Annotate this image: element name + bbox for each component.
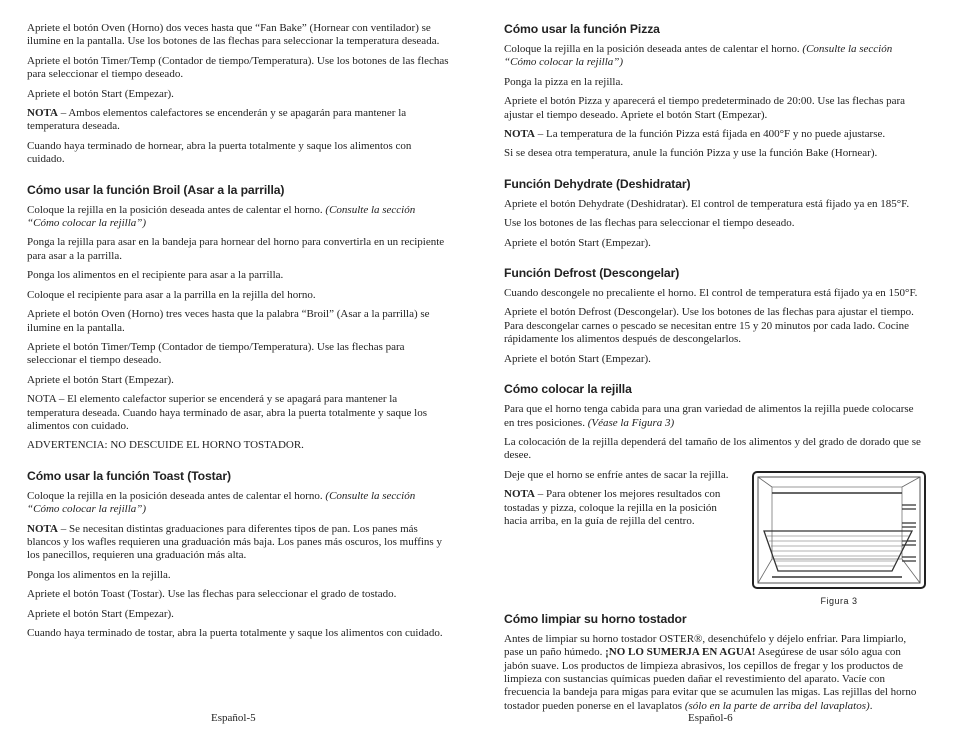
paragraph: Apriete el botón Oven (Horno) dos veces hasta que “Fan Bake” (Hornear con ventilador) se ilumine en la pantalla. Use los botones de las flechas para seleccionar la temperatura deseada. (27, 22, 440, 48)
paragraph: Apriete el botón Oven (Horno) tres veces hasta que la palabra “Broil” (Asar a la parrilla) se ilumine en la pantalla. (27, 308, 430, 334)
right-column (504, 22, 926, 719)
paragraph: Apriete el botón Start (Empezar). (504, 352, 651, 365)
paragraph (27, 204, 450, 231)
text: Coloque la rejilla en la posición deseada antes de calentar el horno. (27, 489, 326, 502)
paragraph: Apriete el botón Start (Empezar). (27, 87, 174, 100)
paragraph: Apriete el botón Dehydrate (Deshidratar). El control de temperatura está fijado ya en 185°F. (504, 197, 910, 210)
text: Coloque la rejilla en la posición deseada antes de calentar el horno. (27, 203, 326, 216)
paragraph (504, 403, 926, 430)
paragraph: Ponga los alimentos en la rejilla. (27, 568, 171, 581)
paragraph: Cuando haya terminado de hornear, abra la puerta totalmente y saque los alimentos con cuidado. (27, 139, 412, 166)
paragraph: Apriete el botón Defrost (Descongelar). Use los botones de las flechas para ajustar el tiempo. Para descongelar carnes o pescado se necesitan entre 15 y 20 minutos por cada lado. Cocine rápidamente los alimentos después de descongelarlos. (504, 306, 914, 346)
note-label: NOTA (27, 107, 58, 120)
paragraph (27, 490, 450, 517)
note-text: – Para obtener los mejores resultados con tostadas y pizza, coloque la rejilla en la posición hacia arriba, en la guía de rejilla del centro. (504, 488, 721, 527)
paragraph: La colocación de la rejilla dependerá del tamaño de los alimentos y del grado de dorado que se desee. (504, 435, 921, 462)
paragraph: Apriete el botón Timer/Temp (Contador de tiempo/Temperatura). Use los botones de las flechas para seleccionar el tiempo deseado. (27, 54, 449, 81)
text: Antes de limpiar su horno tostador OSTER®, desenchúfelo y déjelo enfriar. Para limpiarlo, pase un paño húmedo. (504, 632, 907, 659)
note-text: – La temperatura de la función Pizza está fijada en 400°F y no puede ajustarse. (534, 128, 886, 141)
paragraph: Cuando haya terminado de tostar, abra la puerta totalmente y saque los alimentos con cuidado. (27, 627, 443, 639)
paragraph: Use los botones de las flechas para seleccionar el tiempo deseado. (504, 217, 795, 230)
paragraph: Apriete el botón Toast (Tostar). Use las flechas para seleccionar el grado de tostado. (27, 588, 397, 601)
page-number-left: Español-5 (211, 712, 256, 724)
left-column (27, 22, 450, 646)
paragraph: Ponga la rejilla para asar en la bandeja para hornear del horno para convertirla en un recipiente para asar a la parrilla. (27, 236, 445, 262)
note-paragraph (27, 107, 450, 134)
figure-3 (752, 471, 926, 606)
reference-text: (Consulte la sección “Cómo colocar la rejilla”) (504, 43, 893, 69)
paragraph: Si se desea otra temperatura, anule la función Pizza y use la función Bake (Hornear). (504, 147, 878, 160)
paragraph: Ponga la pizza en la rejilla. (504, 75, 624, 88)
section-heading-defrost: Función Defrost (Descongelar) (504, 266, 680, 281)
note-label: NOTA (504, 128, 535, 141)
paragraph: Apriete el botón Start (Empezar). (504, 236, 651, 249)
figure-caption: Figura 3 (820, 595, 858, 606)
section-heading-rack: Cómo colocar la rejilla (504, 382, 632, 397)
note-text: – Se necesitan distintas graduaciones para diferentes tipos de pan. Los panes más blancos y los wafles requieren una graduación más baja. Los panes más oscuros, los muffins y los panecillos, requieren una graduación más alta. (27, 522, 442, 562)
text: . (869, 699, 873, 712)
section-heading-dehydrate: Función Dehydrate (Deshidratar) (504, 176, 691, 191)
reference-text: (Consulte la sección “Cómo colocar la rejilla”) (27, 489, 416, 516)
note-paragraph (27, 523, 450, 563)
paragraph: Apriete el botón Start (Empezar). (27, 373, 174, 386)
reference-text: (sólo en la parte de arriba del lavaplatos) (684, 699, 870, 712)
paragraph: Coloque el recipiente para asar a la parrilla en la rejilla del horno. (27, 288, 316, 301)
paragraph (504, 43, 926, 70)
paragraph: Apriete el botón Start (Empezar). (27, 607, 174, 620)
paragraph: Cuando descongele no precaliente el horno. El control de temperatura está fijado ya en 150°F. (504, 287, 918, 300)
rack-figure-section (504, 469, 926, 606)
rack-figure-text (504, 469, 732, 535)
reference-text: (Consulte la sección “Cómo colocar la rejilla”) (27, 203, 416, 230)
section-heading-toast: Cómo usar la función Toast (Tostar) (27, 468, 231, 483)
paragraph (504, 633, 926, 713)
note-paragraph (504, 128, 926, 141)
section-heading-pizza: Cómo usar la función Pizza (504, 22, 660, 36)
note-text: – Ambos elementos calefactores se encenderán y se apagarán para mantener la temperatura deseada. (27, 107, 407, 133)
reference-text: (Véase la Figura 3) (587, 416, 675, 429)
paragraph: Ponga los alimentos en el recipiente para asar a la parrilla. (27, 269, 284, 282)
paragraph: Apriete el botón Pizza y aparecerá el tiempo predeterminado de 20:00. Use las flechas para ajustar el tiempo deseado. Apriete el botón Start (Empezar). (504, 95, 906, 121)
section-heading-broil: Cómo usar la función Broil (Asar a la parrilla) (27, 182, 285, 197)
warning-text: ADVERTENCIA: NO DESCUIDE EL HORNO TOSTADOR. (27, 439, 304, 452)
page-number-right: Español-6 (688, 712, 733, 724)
note-paragraph (504, 488, 732, 528)
section-heading-clean: Cómo limpiar su horno tostador (504, 611, 687, 626)
note-label: NOTA (27, 522, 58, 535)
text: Coloque la rejilla en la posición deseada antes de calentar el horno. (504, 43, 803, 55)
paragraph: Deje que el horno se enfríe antes de sacar la rejilla. (504, 468, 729, 481)
paragraph: NOTA – El elemento calefactor superior se encenderá y se apagará para mantener la temperatura deseada. Cuando haya terminado de asar, abra la puerta totalmente y saque los alimentos con cuidado. (27, 393, 427, 432)
note-label: NOTA (504, 488, 535, 501)
oven-rack-illustration (752, 471, 926, 589)
warning-inline: ¡NO LO SUMERJA EN AGUA! (605, 646, 756, 659)
text: Asegúrese de usar sólo agua con jabón suave. Los productos de limpieza abrasivos, los cepillos de fregar y los productos de limpieza con sustancias químicas pueden dañar el revestimiento del aparato. Vacíe con frecuencia la bandeja para migas para evitar que se acumulen las migas. Las rejillas del horno tostador pueden ponerse en el lavaplatos (504, 646, 917, 712)
paragraph: Apriete el botón Timer/Temp (Contador de tiempo/Temperatura). Use las flechas para seleccionar el tiempo deseado. (27, 340, 405, 367)
text: Para que el horno tenga cabida para una gran variedad de alimentos la rejilla puede colocarse en tres posiciones. (504, 403, 914, 429)
